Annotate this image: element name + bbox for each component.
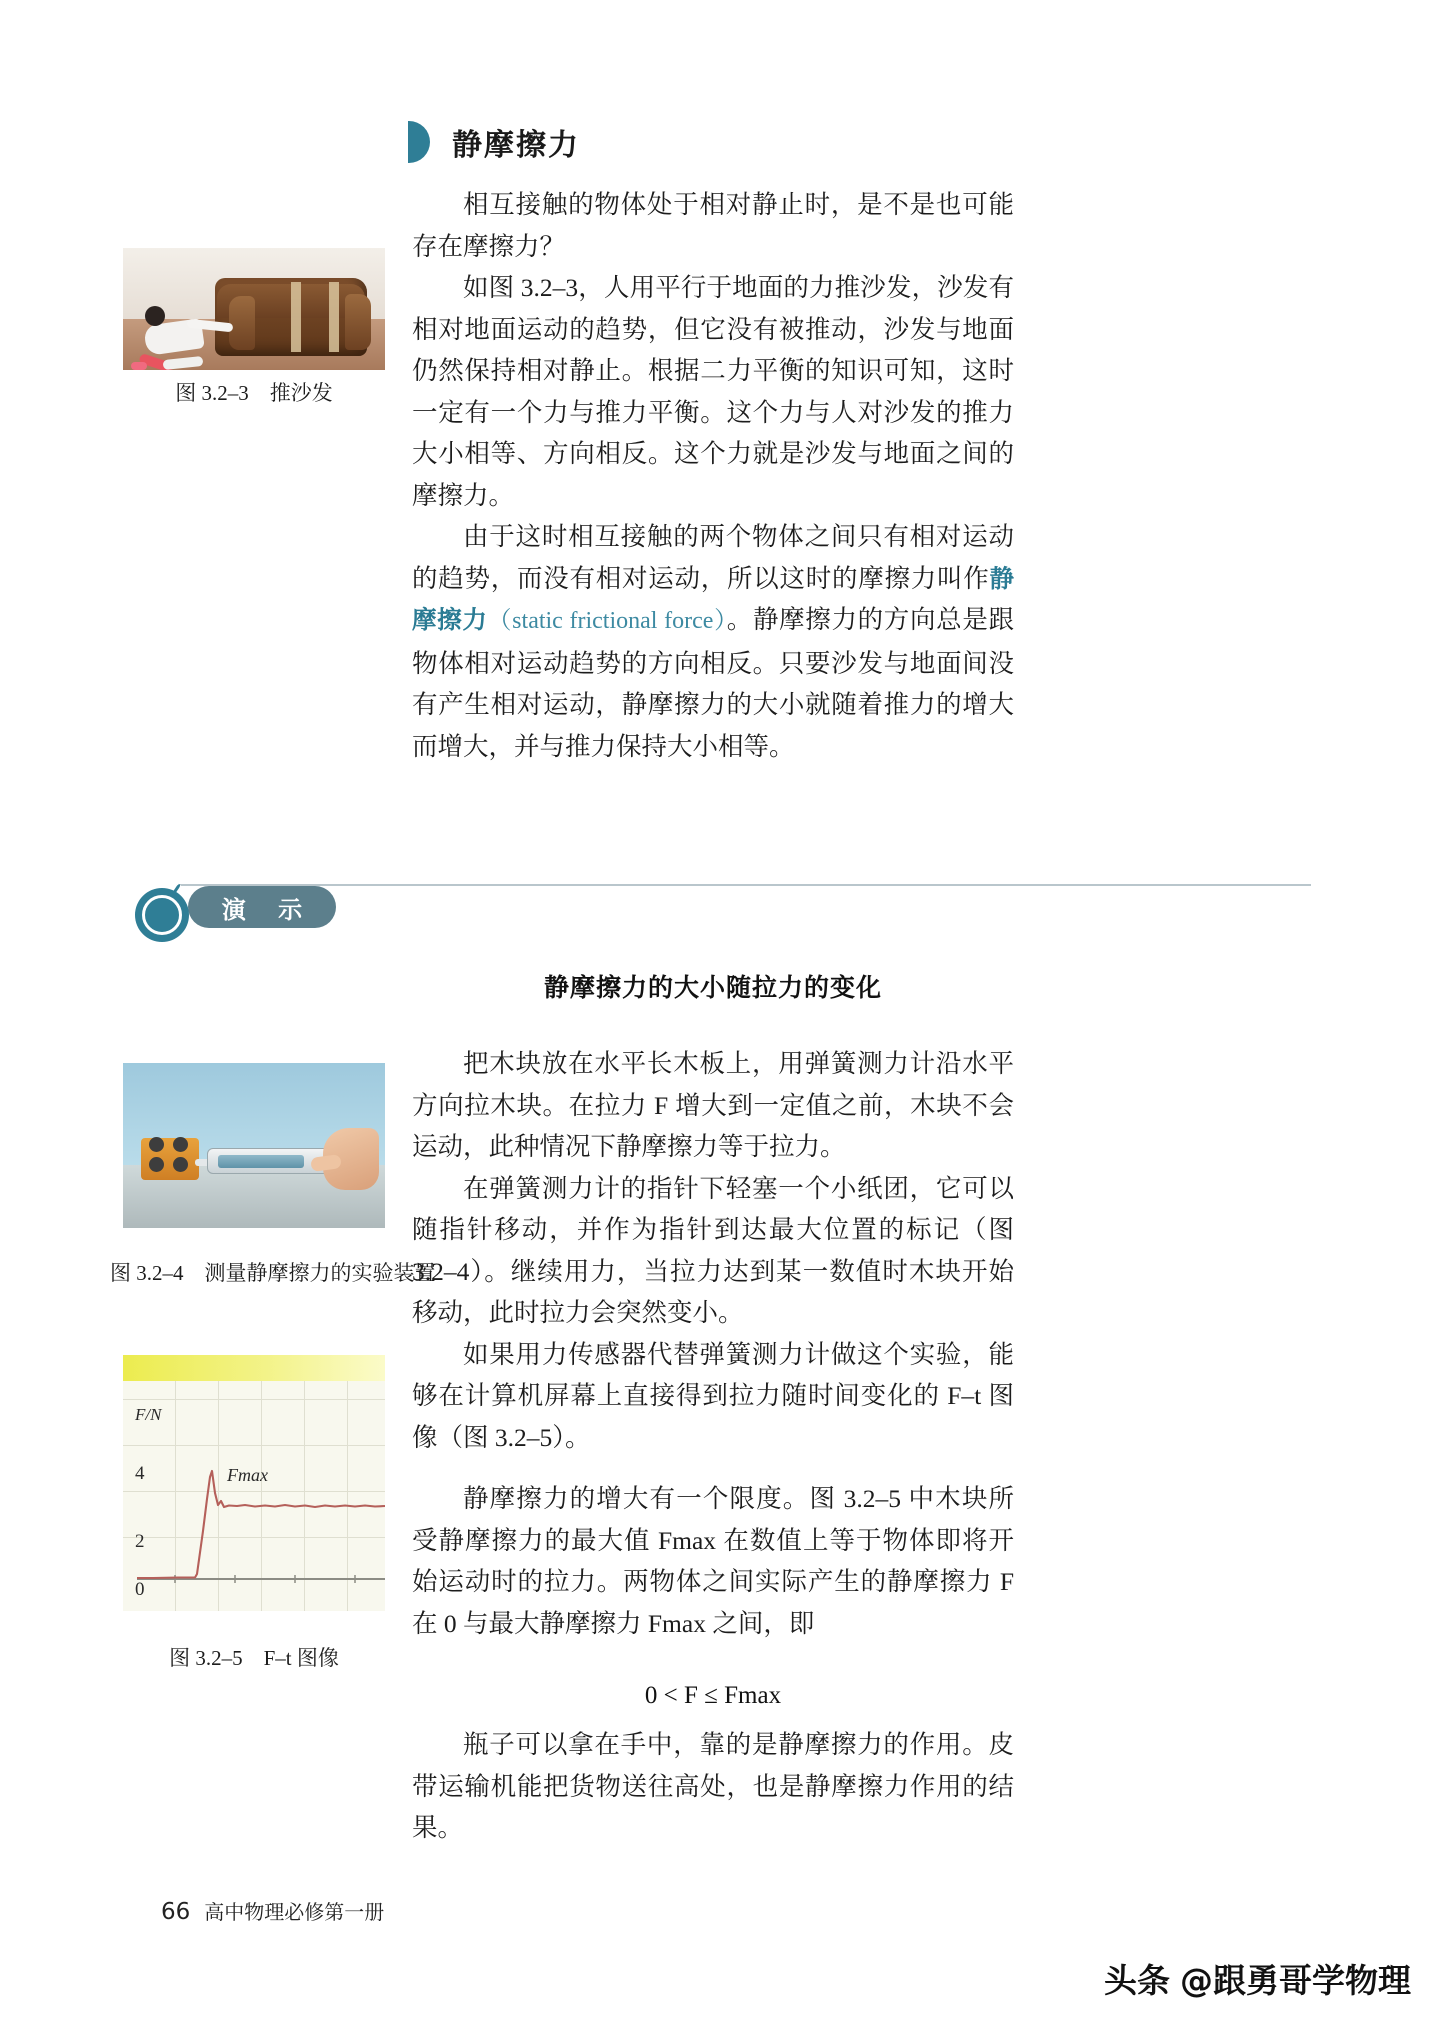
- key-term-static-friction-en: （static frictional force）: [487, 608, 727, 634]
- page-number: 66: [161, 1899, 191, 1925]
- graph-ytick-2: 2: [135, 1531, 145, 1552]
- section-bullet-icon: [408, 121, 430, 163]
- person-shoe: [131, 362, 147, 370]
- graph-title-bar: [123, 1355, 385, 1381]
- graph-ytick-4: 4: [135, 1463, 145, 1484]
- demo-paragraph-2: 在弹簧测力计的指针下轻塞一个小纸团，它可以随指针移动，并作为指针到达最大位置的标记（图 3.2–4）。继续用力，当拉力达到某一数值时木块开始移动，此时拉力会突然变小。: [412, 1173, 1014, 1327]
- demo-paragraph-1: 把木块放在水平长木板上，用弹簧测力计沿水平方向拉木块。在拉力 F 增大到一定值之前，木块不会运动，此种情况下静摩擦力等于拉力。: [412, 1049, 1014, 1161]
- watermark: [1104, 1955, 1411, 2002]
- ft-curve: [123, 1381, 385, 1611]
- demo-divider-rule: [176, 884, 1311, 886]
- figure-apparatus-image: [123, 1063, 385, 1228]
- paragraph-3-tail: 。静摩擦力的方向总是跟物体相对运动趋势的方向相反。只要沙发与地面间没有产生相对运动，静摩擦力的大小就随着推力的增大而增大，并与推力保持大小相等。: [412, 605, 1014, 761]
- demo-text-column-tail: [412, 1724, 1014, 1849]
- paragraph-3: [412, 516, 1014, 767]
- section-heading: [408, 120, 580, 164]
- magnifier-icon: [133, 880, 195, 942]
- figure-caption-3-2-5: 图 3.2–5 F–t 图像: [169, 1646, 339, 1670]
- body-text-column: [412, 184, 1014, 767]
- demo-badge-label: 演 示: [221, 895, 315, 924]
- demo-badge: [188, 886, 336, 928]
- graph-y-axis-label: F/N: [135, 1405, 162, 1424]
- sofa-stripe: [329, 282, 339, 352]
- watermark-platform: 头条: [1104, 1961, 1170, 2000]
- figure-caption-3-2-3: 图 3.2–3 推沙发: [175, 381, 333, 405]
- paragraph-1: 相互接触的物体处于相对静止时，是不是也可能存在摩擦力？: [412, 190, 1014, 261]
- paragraph-3-lead: 由于这时相互接触的两个物体之间只有相对运动的趋势，而没有相对运动，所以这时的摩擦力叫作: [412, 522, 1014, 593]
- sofa-arm-left: [229, 296, 255, 350]
- spring-scale-window: [218, 1155, 304, 1168]
- magnifier-lens-inner: [142, 895, 182, 935]
- demo-text-column: [412, 1043, 1014, 1644]
- demo-paragraph-3: 如果用力传感器代替弹簧测力计做这个实验，能够在计算机屏幕上直接得到拉力随时间变化的 F–t 图像（图 3.2–5）。: [412, 1339, 1014, 1452]
- graph-plot-area: [123, 1381, 385, 1611]
- sofa-arm-right: [345, 294, 371, 350]
- block-hole: [149, 1137, 164, 1152]
- figure-ft-graph-image: [123, 1355, 385, 1611]
- person-head: [145, 306, 165, 326]
- demo-experiment-title: 静摩擦力的大小随拉力的变化: [543, 973, 882, 1002]
- demo-paragraph-4: 静摩擦力的增大有一个限度。图 3.2–5 中木块所受静摩擦力的最大值 Fmax 在数值上等于物体即将开始运动时的拉力。两物体之间实际产生的静摩擦力 F 在 0 与最大静摩擦力 Fmax 之间，即: [412, 1484, 1014, 1638]
- page-footer: [161, 1896, 384, 1925]
- inequality-formula: 0 < F ≤ Fmax: [644, 1682, 782, 1709]
- key-term-static-friction-zh: 静摩擦力: [412, 563, 1014, 634]
- graph-annotation-fmax: Fmax: [227, 1465, 268, 1485]
- watermark-handle: @跟勇哥学物理: [1180, 1961, 1411, 2000]
- section-title: 静摩擦力: [452, 128, 580, 163]
- sofa-stripe: [291, 282, 301, 352]
- block-hole: [173, 1137, 188, 1152]
- paragraph-2: 如图 3.2–3，人用平行于地面的力推沙发，沙发有相对地面运动的趋势，但它没有被推动，沙发与地面仍然保持相对静止。根据二力平衡的知识可知，这时一定有一个力与推力平衡。这个力与人对沙发的推力大小相等、方向相反。这个力就是沙发与地面之间的摩擦力。: [412, 273, 1014, 510]
- graph-ytick-0: 0: [135, 1579, 145, 1600]
- figure-push-sofa-image: [123, 248, 385, 370]
- figure-caption-3-2-4: 图 3.2–4 测量静摩擦力的实验装置: [110, 1261, 436, 1285]
- block-hole: [149, 1157, 164, 1172]
- block-hole: [173, 1157, 188, 1172]
- demo-paragraph-5: 瓶子可以拿在手中，靠的是静摩擦力的作用。皮带运输机能把货物送往高处，也是静摩擦力作用的结果。: [412, 1730, 1014, 1842]
- book-title: 高中物理必修第一册: [204, 1900, 385, 1924]
